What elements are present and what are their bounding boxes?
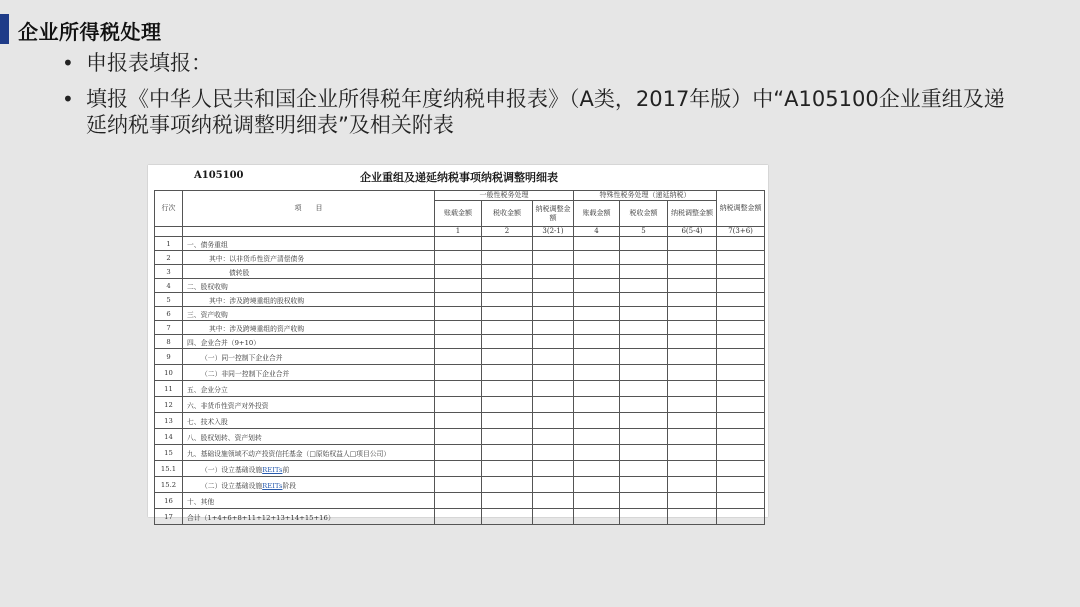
tax-form-image <box>148 165 768 522</box>
row-item <box>183 321 435 335</box>
title-accent-bar <box>0 14 9 44</box>
value-cell <box>668 461 717 477</box>
value-cell <box>717 477 765 493</box>
row-item <box>183 461 435 477</box>
value-cell <box>533 321 574 335</box>
value-cell <box>620 381 668 397</box>
header-col: 纳税调整金额 <box>533 201 574 227</box>
row-number: 2 <box>155 251 183 265</box>
value-cell <box>482 251 533 265</box>
value-cell <box>435 429 482 445</box>
value-cell <box>668 365 717 381</box>
row-number: 15.2 <box>155 477 183 493</box>
value-cell <box>482 279 533 293</box>
table-row <box>155 429 765 445</box>
value-cell <box>717 265 765 279</box>
row-number: 9 <box>155 349 183 365</box>
table-row <box>155 293 765 307</box>
table-row <box>155 251 765 265</box>
value-cell <box>668 413 717 429</box>
value-cell <box>717 335 765 349</box>
value-cell <box>620 493 668 509</box>
row-item-text: 七、技术入股 <box>187 417 228 426</box>
value-cell <box>435 365 482 381</box>
value-cell <box>574 251 620 265</box>
value-cell <box>435 445 482 461</box>
row-item <box>183 335 435 349</box>
value-cell <box>533 381 574 397</box>
row-item-text: 九、基础设施领域不动产投资信托基金（□原始权益人□项目公司） <box>187 449 391 458</box>
row-item-text: （一）设立基础设施 <box>201 465 263 474</box>
value-cell <box>620 237 668 251</box>
value-cell <box>717 307 765 321</box>
header-col: 税收金额 <box>620 201 668 227</box>
row-number: 12 <box>155 397 183 413</box>
adjustment-table <box>154 190 765 525</box>
value-cell <box>620 349 668 365</box>
row-number: 17 <box>155 509 183 525</box>
row-item <box>183 493 435 509</box>
value-cell <box>668 349 717 365</box>
row-number: 5 <box>155 293 183 307</box>
table-row <box>155 307 765 321</box>
row-number: 6 <box>155 307 183 321</box>
value-cell <box>435 237 482 251</box>
col-number: 1 <box>435 227 482 237</box>
value-cell <box>574 429 620 445</box>
value-cell <box>668 477 717 493</box>
form-title: 企业重组及递延纳税事项纳税调整明细表 <box>360 171 558 184</box>
table-row <box>155 265 765 279</box>
value-cell <box>574 321 620 335</box>
value-cell <box>435 461 482 477</box>
value-cell <box>574 445 620 461</box>
value-cell <box>482 237 533 251</box>
row-number: 7 <box>155 321 183 335</box>
bullet-list <box>62 50 1022 148</box>
value-cell <box>717 279 765 293</box>
value-cell <box>717 237 765 251</box>
value-cell <box>717 381 765 397</box>
row-item-text: 六、非货币性资产对外投资 <box>187 401 269 410</box>
value-cell <box>668 279 717 293</box>
value-cell <box>435 493 482 509</box>
value-cell <box>533 429 574 445</box>
row-item-note: REITs <box>262 481 283 490</box>
value-cell <box>435 397 482 413</box>
row-item <box>183 307 435 321</box>
table-row <box>155 413 765 429</box>
value-cell <box>533 237 574 251</box>
row-item-text: 其中：涉及跨境重组的资产收购 <box>209 324 305 333</box>
bullet-item: • 申报表填报： <box>62 50 1022 76</box>
col-number: 4 <box>574 227 620 237</box>
value-cell <box>717 349 765 365</box>
table-row <box>155 335 765 349</box>
value-cell <box>668 381 717 397</box>
value-cell <box>574 265 620 279</box>
slide-title: 企业所得税处理 <box>18 20 162 44</box>
value-cell <box>717 429 765 445</box>
table-row <box>155 509 765 525</box>
header-group-special: 特殊性税务处理（递延纳税） <box>574 191 717 201</box>
value-cell <box>717 509 765 525</box>
value-cell <box>435 251 482 265</box>
value-cell <box>533 307 574 321</box>
value-cell <box>482 493 533 509</box>
row-item-text: 三、资产收购 <box>187 310 228 319</box>
header-tax-adjust-total: 纳税调整金额 <box>717 191 765 227</box>
value-cell <box>533 493 574 509</box>
value-cell <box>533 445 574 461</box>
form-code: A105100 <box>194 170 244 181</box>
value-cell <box>574 349 620 365</box>
value-cell <box>482 477 533 493</box>
value-cell <box>482 293 533 307</box>
table-row <box>155 365 765 381</box>
col-number: 5 <box>620 227 668 237</box>
value-cell <box>668 321 717 335</box>
value-cell <box>435 265 482 279</box>
row-item-text: 债转股 <box>229 268 250 277</box>
value-cell <box>533 251 574 265</box>
value-cell <box>574 477 620 493</box>
value-cell <box>533 461 574 477</box>
value-cell <box>620 265 668 279</box>
value-cell <box>435 381 482 397</box>
value-cell <box>620 509 668 525</box>
value-cell <box>717 397 765 413</box>
row-number: 16 <box>155 493 183 509</box>
value-cell <box>574 381 620 397</box>
value-cell <box>620 307 668 321</box>
value-cell <box>668 397 717 413</box>
row-item-text: 十、其他 <box>187 497 215 506</box>
value-cell <box>435 279 482 293</box>
value-cell <box>533 509 574 525</box>
row-item <box>183 413 435 429</box>
row-number: 11 <box>155 381 183 397</box>
value-cell <box>717 251 765 265</box>
value-cell <box>482 307 533 321</box>
value-cell <box>435 293 482 307</box>
value-cell <box>435 349 482 365</box>
header-item: 项 目 <box>183 191 435 227</box>
value-cell <box>574 365 620 381</box>
row-item <box>183 349 435 365</box>
value-cell <box>668 307 717 321</box>
value-cell <box>435 477 482 493</box>
value-cell <box>574 237 620 251</box>
value-cell <box>533 265 574 279</box>
table-row <box>155 493 765 509</box>
value-cell <box>574 293 620 307</box>
table-row <box>155 237 765 251</box>
row-number: 14 <box>155 429 183 445</box>
value-cell <box>482 461 533 477</box>
value-cell <box>482 429 533 445</box>
value-cell <box>620 477 668 493</box>
value-cell <box>435 307 482 321</box>
value-cell <box>717 321 765 335</box>
value-cell <box>574 461 620 477</box>
value-cell <box>620 251 668 265</box>
row-item <box>183 429 435 445</box>
table-row <box>155 477 765 493</box>
value-cell <box>482 381 533 397</box>
value-cell <box>533 279 574 293</box>
row-item-text: （二）设立基础设施 <box>201 481 263 490</box>
row-number: 13 <box>155 413 183 429</box>
value-cell <box>620 445 668 461</box>
row-item-text: （一）同一控制下企业合并 <box>201 353 283 362</box>
table-row <box>155 321 765 335</box>
value-cell <box>668 237 717 251</box>
row-item-text: 八、股权划转、资产划转 <box>187 433 262 442</box>
row-item-text: （二）非同一控制下企业合并 <box>201 369 290 378</box>
row-item <box>183 477 435 493</box>
value-cell <box>620 365 668 381</box>
row-item-text: 其中：以非货币性资产清偿债务 <box>209 254 305 263</box>
value-cell <box>620 321 668 335</box>
value-cell <box>717 461 765 477</box>
value-cell <box>435 413 482 429</box>
value-cell <box>533 477 574 493</box>
value-cell <box>668 265 717 279</box>
row-item <box>183 251 435 265</box>
row-item-text: 合计（1+4+6+8+11+12+13+14+15+16） <box>187 513 335 522</box>
value-cell <box>574 493 620 509</box>
value-cell <box>482 413 533 429</box>
table-row <box>155 279 765 293</box>
value-cell <box>533 293 574 307</box>
value-cell <box>482 321 533 335</box>
row-item <box>183 445 435 461</box>
row-number: 8 <box>155 335 183 349</box>
row-number: 10 <box>155 365 183 381</box>
value-cell <box>574 279 620 293</box>
value-cell <box>435 509 482 525</box>
value-cell <box>482 335 533 349</box>
value-cell <box>574 307 620 321</box>
row-item <box>183 293 435 307</box>
value-cell <box>668 445 717 461</box>
row-number: 1 <box>155 237 183 251</box>
header-row-no: 行次 <box>155 191 183 227</box>
col-number: 3(2-1) <box>533 227 574 237</box>
value-cell <box>668 509 717 525</box>
table-row <box>155 397 765 413</box>
value-cell <box>482 445 533 461</box>
value-cell <box>482 397 533 413</box>
value-cell <box>717 493 765 509</box>
row-item <box>183 381 435 397</box>
bullet-item: • 填报《中华人民共和国企业所得税年度纳税申报表》（A类，2017年版）中“A105100企业重组及递延纳税事项纳税调整明细表”及相关附表 <box>62 86 1022 138</box>
value-cell <box>668 293 717 307</box>
table-body <box>155 237 765 525</box>
table-row <box>155 461 765 477</box>
header-col: 账载金额 <box>435 201 482 227</box>
value-cell <box>620 335 668 349</box>
col-number: 6(5-4) <box>668 227 717 237</box>
value-cell <box>574 509 620 525</box>
value-cell <box>620 397 668 413</box>
row-item <box>183 237 435 251</box>
value-cell <box>668 335 717 349</box>
value-cell <box>482 509 533 525</box>
value-cell <box>668 251 717 265</box>
row-item <box>183 397 435 413</box>
row-number: 15.1 <box>155 461 183 477</box>
value-cell <box>533 397 574 413</box>
value-cell <box>482 365 533 381</box>
row-number: 4 <box>155 279 183 293</box>
row-item-text: 四、企业合并（9+10） <box>187 338 261 347</box>
value-cell <box>533 365 574 381</box>
value-cell <box>620 461 668 477</box>
value-cell <box>717 413 765 429</box>
value-cell <box>482 265 533 279</box>
value-cell <box>533 335 574 349</box>
value-cell <box>668 493 717 509</box>
value-cell <box>717 445 765 461</box>
value-cell <box>574 413 620 429</box>
value-cell <box>668 429 717 445</box>
row-item-text: 二、股权收购 <box>187 282 228 291</box>
row-item <box>183 365 435 381</box>
value-cell <box>620 429 668 445</box>
row-item-text: 其中：涉及跨境重组的股权收购 <box>209 296 305 305</box>
table-row <box>155 445 765 461</box>
header-col: 税收金额 <box>482 201 533 227</box>
row-item-suffix: 前 <box>282 465 290 474</box>
row-number: 3 <box>155 265 183 279</box>
value-cell <box>574 397 620 413</box>
row-item <box>183 509 435 525</box>
header-group-general: 一般性税务处理 <box>435 191 574 201</box>
table-row <box>155 381 765 397</box>
header-col: 纳税调整金额 <box>668 201 717 227</box>
table-row <box>155 349 765 365</box>
row-item <box>183 279 435 293</box>
row-item-suffix: 阶段 <box>282 481 297 490</box>
row-item <box>183 265 435 279</box>
value-cell <box>482 349 533 365</box>
col-number: 2 <box>482 227 533 237</box>
row-number: 15 <box>155 445 183 461</box>
value-cell <box>717 365 765 381</box>
row-item-text: 一、债务重组 <box>187 240 228 249</box>
row-item-text: 五、企业分立 <box>187 385 228 394</box>
value-cell <box>533 413 574 429</box>
row-item-note: REITs <box>262 465 283 474</box>
value-cell <box>620 293 668 307</box>
value-cell <box>620 413 668 429</box>
value-cell <box>533 349 574 365</box>
value-cell <box>435 321 482 335</box>
header-col: 账载金额 <box>574 201 620 227</box>
value-cell <box>574 335 620 349</box>
col-number: 7(3+6) <box>717 227 765 237</box>
value-cell <box>435 335 482 349</box>
value-cell <box>717 293 765 307</box>
value-cell <box>620 279 668 293</box>
